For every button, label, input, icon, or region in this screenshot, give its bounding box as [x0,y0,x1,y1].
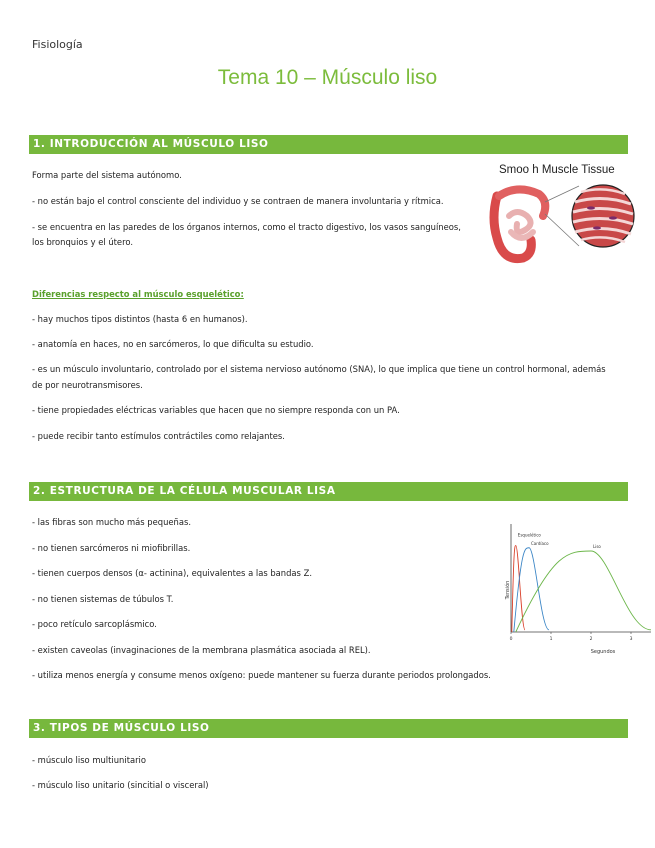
chart-xlabel: Segundos [590,649,616,655]
illustration-title: Smoo h Muscle Tissue [499,164,615,176]
chart-x-tick-label: 2 [589,637,593,642]
section2-line-5: - poco retículo sarcoplásmico. [32,619,157,629]
difference-item-5: - puede recibir tanto estímulos contráctiles como relajantes. [32,431,285,441]
chart-series-label-0: Esquelético [517,532,541,538]
section-heading-2: 2. ESTRUCTURA DE LA CÉLULA MUSCULAR LISA [29,482,628,501]
difference-item-3: - es un músculo involuntario, controlado por el sistema nervioso autónomo (SNA), lo que implica que tiene un control hormonal, además [32,364,606,374]
chart-series-1 [514,548,549,632]
twitch-tension-chart [503,512,653,657]
section1-line-4: los bronquios y el útero. [32,237,133,247]
chart-series-2 [516,551,651,632]
chart-x-tick-label: 1 [549,637,553,642]
tissue-magnification-icon [572,185,634,247]
page-title: Tema 10 – Músculo liso [217,66,438,89]
header-course: Fisiología [32,38,83,51]
section-heading-1: 1. INTRODUCCIÓN AL MÚSCULO LISO [29,135,628,154]
chart-x-tick-label: 3 [629,637,633,642]
smooth-muscle-illustration [487,158,637,270]
section3-line-1: - músculo liso multiunitario [32,755,146,765]
section2-line-2: - no tienen sarcómeros ni miofibrillas. [32,543,191,553]
section2-line-3: - tienen cuerpos densos (α- actinina), equivalentes a las bandas Z. [32,568,312,578]
chart-x-tick-label: 0 [509,637,513,642]
difference-item-4: - tiene propiedades eléctricas variables que hacen que no siempre responda con un PA. [32,405,400,415]
section2-line-4: - no tienen sistemas de túbulos T. [32,594,174,604]
section2-line-1: - las fibras son mucho más pequeñas. [32,517,192,527]
section1-line-3: - se encuentra en las paredes de los órganos internos, como el tracto digestivo, los vasos sanguíneos, [32,222,461,232]
difference-item-3-cont: de por neurotransmisores. [32,380,143,390]
section3-line-2: - músculo liso unitario (sincitial o visceral) [32,780,209,790]
chart-series-label-2: Liso [593,544,601,549]
chart-series-label-1: Cardíaco [531,540,549,546]
differences-subheading: Diferencias respecto al músculo esquelético: [32,289,244,299]
difference-item-2: - anatomía en haces, no en sarcómeros, lo que dificulta su estudio. [32,339,314,349]
section1-line-2: - no están bajo el control consciente del individuo y se contraen de manera involuntaria y rítmica. [32,196,444,206]
chart-ylabel: Tensión [505,580,511,600]
difference-item-1: - hay muchos tipos distintos (hasta 6 en humanos). [32,314,248,324]
section-heading-3: 3. TIPOS DE MÚSCULO LISO [29,719,628,738]
section2-line-6: - existen caveolas (invaginaciones de la membrana plasmática asociada al REL). [32,645,371,655]
intestine-icon [494,189,545,258]
section1-line-1: Forma parte del sistema autónomo. [32,170,182,180]
section2-line-7: - utiliza menos energía y consume menos oxígeno: puede mantener su fuerza durante periodos prolongados. [32,670,491,680]
